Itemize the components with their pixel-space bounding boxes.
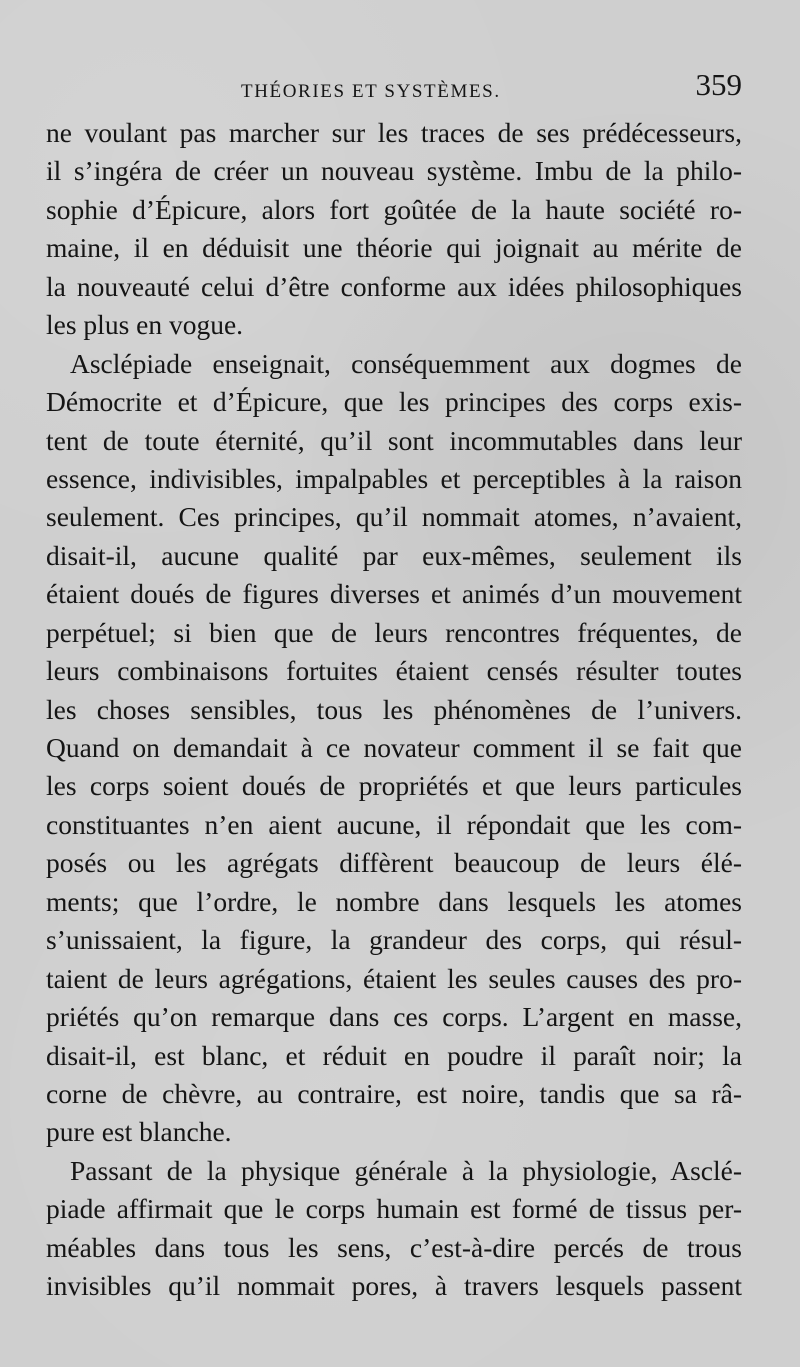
text-line: les plus en vogue. [46,309,244,341]
text-line: Quand on demandait à ce novateur comment il se fait que [46,732,742,763]
text-line: piade affirmait que le corps humain est formé de tissus per- [46,1193,742,1225]
page-number: 359 [695,67,742,102]
text-line: Passant de la physique générale à la physiologie, Asclé- [70,1154,742,1186]
text-line: essence, indivisibles, impalpables et perceptibles à la raison [46,462,742,494]
text-line: priétés qu’on remarque dans ces corps. L’argent en masse, [46,1001,742,1033]
text-line: invisibles qu’il nommait pores, à travers lesquels passent [46,1270,742,1302]
text-line: corne de chèvre, au contraire, est noire, tandis que sa râ- [46,1077,742,1109]
running-title: THÉORIES ET SYSTÈMES. [241,81,501,102]
text-line: étaient doués de figures diverses et animés d’un mouvement [46,578,742,610]
text-line: leurs combinaisons fortuites étaient censés résulter toutes [46,655,742,687]
text-line: il s’ingéra de créer un nouveau système. Imbu de la philo- [46,155,742,187]
text-line: Démocrite et d’Épicure, que les principes des corps exis- [46,386,742,418]
text-line: les choses sensibles, tous les phénomènes de l’univers. [46,693,742,725]
text-line: disait-il, est blanc, et réduit en poudre il paraît noir; la [46,1039,742,1071]
text-line: seulement. Ces principes, qu’il nommait atomes, n’avaient, [46,501,742,533]
text-line: ments; que l’ordre, le nombre dans lesquels les atomes [46,885,742,917]
text-line: méables dans tous les sens, c’est-à-dire percés de trous [46,1231,742,1263]
text-line: perpétuel; si bien que de leurs rencontres fréquentes, de [46,616,742,648]
text-line: disait-il, aucune qualité par eux-mêmes, seulement ils [46,539,742,571]
text-line: la nouveauté celui d’être conforme aux idées philosophiques [46,270,742,302]
text-line: maine, il en déduisit une théorie qui joignait au mérite de [46,232,742,264]
text-line: taient de leurs agrégations, étaient les seules causes des pro- [46,962,742,994]
text-line: constituantes n’en aient aucune, il répondait que les com- [46,808,742,840]
page-header [46,66,742,114]
text-line: tent de toute éternité, qu’il sont incommutables dans leur [46,424,742,456]
text-line: ne voulant pas marcher sur les traces de ses prédécesseurs, [46,117,742,148]
text-line: Asclépiade enseignait, conséquemment aux dogmes de [70,347,742,379]
text-line: les corps soient doués de propriétés et que leurs particules [46,770,742,802]
text-line: pure est blanche. [46,1116,232,1148]
text-line: sophie d’Épicure, alors fort goûtée de la haute société ro- [46,193,742,225]
main-text [46,114,742,1306]
text-line: s’unissaient, la figure, la grandeur des corps, qui résul- [46,924,742,956]
text-line: posés ou les agrégats diffèrent beaucoup de leurs élé- [46,847,742,879]
